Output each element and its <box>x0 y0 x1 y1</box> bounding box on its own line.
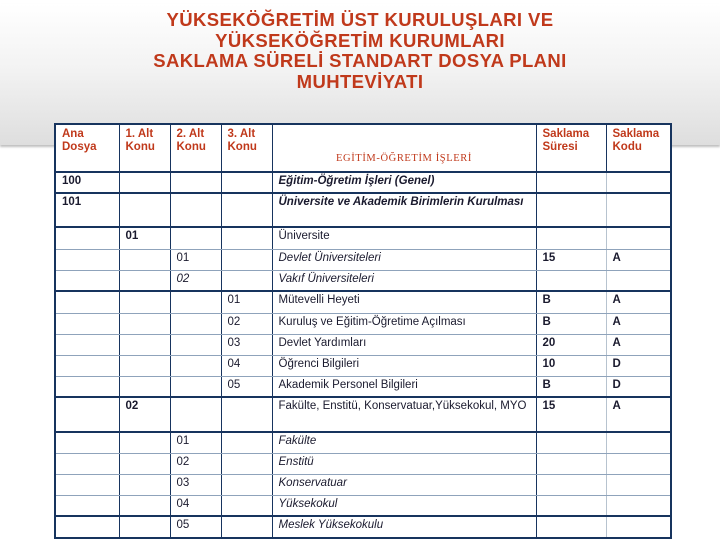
table-row <box>55 313 671 334</box>
header-saklama-suresi: Saklama Süresi <box>536 124 606 172</box>
cell-alt-konu-1 <box>119 193 170 227</box>
cell-konu: Enstitü <box>272 453 536 474</box>
cell-konu: Öğrenci Bilgileri <box>272 355 536 376</box>
cell-alt-konu-2 <box>170 172 221 193</box>
cell-konu: Eğitim-Öğretim İşleri (Genel) <box>272 172 536 193</box>
cell-alt-konu-3 <box>221 397 272 432</box>
cell-ana-dosya <box>55 432 119 453</box>
cell-konu: Devlet Üniversiteleri <box>272 249 536 270</box>
cell-saklama-kodu: D <box>606 355 671 376</box>
cell-ana-dosya <box>55 516 119 538</box>
cell-alt-konu-2: 04 <box>170 495 221 516</box>
cell-saklama-suresi <box>536 227 606 249</box>
cell-alt-konu-1 <box>119 313 170 334</box>
cell-saklama-suresi: 15 <box>536 249 606 270</box>
header-alt-konu-2: 2. Alt Konu <box>170 124 221 172</box>
cell-konu: Üniversite ve Akademik Birimlerin Kurulması <box>272 193 536 227</box>
cell-alt-konu-1 <box>119 432 170 453</box>
cell-saklama-kodu <box>606 227 671 249</box>
cell-ana-dosya <box>55 334 119 355</box>
table-row <box>55 355 671 376</box>
cell-alt-konu-3 <box>221 270 272 291</box>
header-konu: EGİTİM-ÖĞRETİM İŞLERİ <box>272 124 536 172</box>
cell-saklama-suresi <box>536 432 606 453</box>
cell-alt-konu-3 <box>221 432 272 453</box>
table-row <box>55 432 671 453</box>
cell-saklama-suresi <box>536 516 606 538</box>
cell-alt-konu-3 <box>221 249 272 270</box>
table-row <box>55 291 671 313</box>
cell-saklama-kodu: A <box>606 291 671 313</box>
cell-saklama-suresi <box>536 172 606 193</box>
table-row <box>55 270 671 291</box>
cell-alt-konu-2: 01 <box>170 249 221 270</box>
cell-alt-konu-1 <box>119 334 170 355</box>
cell-saklama-kodu <box>606 495 671 516</box>
cell-saklama-suresi: 20 <box>536 334 606 355</box>
table-row <box>55 193 671 227</box>
title-line: SAKLAMA SÜRELİ STANDART DOSYA PLANI <box>153 50 567 71</box>
cell-alt-konu-1 <box>119 516 170 538</box>
file-plan-table <box>54 123 672 539</box>
cell-konu: Meslek Yüksekokulu <box>272 516 536 538</box>
cell-alt-konu-1 <box>119 172 170 193</box>
table-row <box>55 334 671 355</box>
cell-ana-dosya <box>55 291 119 313</box>
cell-alt-konu-2 <box>170 291 221 313</box>
cell-alt-konu-3: 04 <box>221 355 272 376</box>
title-line: MUHTEVİYATI <box>296 70 424 92</box>
cell-alt-konu-2 <box>170 334 221 355</box>
cell-alt-konu-3 <box>221 516 272 538</box>
page-title <box>0 10 720 92</box>
cell-konu: Vakıf Üniversiteleri <box>272 270 536 291</box>
cell-saklama-suresi <box>536 474 606 495</box>
cell-saklama-suresi <box>536 495 606 516</box>
cell-ana-dosya <box>55 313 119 334</box>
cell-saklama-kodu <box>606 172 671 193</box>
header-alt-konu-1: 1. Alt Konu <box>119 124 170 172</box>
table-row <box>55 453 671 474</box>
cell-ana-dosya <box>55 495 119 516</box>
cell-alt-konu-3 <box>221 453 272 474</box>
table-row <box>55 474 671 495</box>
cell-alt-konu-1 <box>119 249 170 270</box>
cell-alt-konu-3 <box>221 474 272 495</box>
cell-alt-konu-2: 03 <box>170 474 221 495</box>
cell-alt-konu-1: 02 <box>119 397 170 432</box>
cell-saklama-suresi: B <box>536 291 606 313</box>
cell-konu: Akademik Personel Bilgileri <box>272 376 536 397</box>
table-row <box>55 516 671 538</box>
cell-saklama-kodu <box>606 270 671 291</box>
cell-ana-dosya <box>55 355 119 376</box>
cell-alt-konu-1 <box>119 453 170 474</box>
cell-alt-konu-1 <box>119 495 170 516</box>
cell-alt-konu-3 <box>221 227 272 249</box>
cell-konu: Devlet Yardımları <box>272 334 536 355</box>
cell-alt-konu-3 <box>221 495 272 516</box>
cell-ana-dosya <box>55 376 119 397</box>
cell-alt-konu-2 <box>170 313 221 334</box>
table-row <box>55 227 671 249</box>
cell-saklama-suresi <box>536 270 606 291</box>
cell-alt-konu-2: 02 <box>170 453 221 474</box>
cell-ana-dosya <box>55 397 119 432</box>
header-ana-dosya: Ana Dosya <box>55 124 119 172</box>
header-alt-konu-3: 3. Alt Konu <box>221 124 272 172</box>
title-line: YÜKSEKÖĞRETİM KURUMLARI <box>215 29 505 51</box>
cell-alt-konu-1 <box>119 355 170 376</box>
cell-saklama-kodu <box>606 193 671 227</box>
cell-alt-konu-1: 01 <box>119 227 170 249</box>
cell-saklama-kodu <box>606 474 671 495</box>
cell-saklama-kodu: A <box>606 249 671 270</box>
cell-ana-dosya <box>55 227 119 249</box>
table-row <box>55 249 671 270</box>
cell-alt-konu-2 <box>170 397 221 432</box>
title-line: YÜKSEKÖĞRETİM ÜST KURULUŞLARI VE <box>166 9 554 30</box>
cell-konu: Yüksekokul <box>272 495 536 516</box>
cell-saklama-kodu: A <box>606 397 671 432</box>
cell-alt-konu-1 <box>119 291 170 313</box>
cell-alt-konu-2: 05 <box>170 516 221 538</box>
cell-saklama-suresi <box>536 453 606 474</box>
cell-alt-konu-2: 01 <box>170 432 221 453</box>
cell-alt-konu-3: 05 <box>221 376 272 397</box>
table-row <box>55 495 671 516</box>
cell-saklama-suresi <box>536 193 606 227</box>
cell-alt-konu-2 <box>170 227 221 249</box>
cell-saklama-suresi: B <box>536 313 606 334</box>
cell-saklama-kodu: A <box>606 334 671 355</box>
cell-saklama-kodu <box>606 453 671 474</box>
cell-saklama-suresi: B <box>536 376 606 397</box>
cell-ana-dosya <box>55 474 119 495</box>
cell-saklama-kodu: A <box>606 313 671 334</box>
cell-ana-dosya: 101 <box>55 193 119 227</box>
cell-konu: Üniversite <box>272 227 536 249</box>
cell-konu: Fakülte <box>272 432 536 453</box>
cell-saklama-suresi: 15 <box>536 397 606 432</box>
cell-ana-dosya <box>55 453 119 474</box>
cell-alt-konu-3: 02 <box>221 313 272 334</box>
cell-konu: Kuruluş ve Eğitim-Öğretime Açılması <box>272 313 536 334</box>
table-row <box>55 376 671 397</box>
cell-konu: Konservatuar <box>272 474 536 495</box>
cell-saklama-suresi: 10 <box>536 355 606 376</box>
table-row <box>55 397 671 432</box>
cell-ana-dosya <box>55 270 119 291</box>
cell-alt-konu-3: 03 <box>221 334 272 355</box>
cell-alt-konu-2 <box>170 376 221 397</box>
cell-alt-konu-2 <box>170 193 221 227</box>
cell-saklama-kodu <box>606 432 671 453</box>
cell-saklama-kodu: D <box>606 376 671 397</box>
cell-saklama-kodu <box>606 516 671 538</box>
cell-alt-konu-2: 02 <box>170 270 221 291</box>
table-header-row <box>55 124 671 172</box>
cell-konu: Fakülte, Enstitü, Konservatuar,Yüksekokul, MYO <box>272 397 536 432</box>
cell-alt-konu-3 <box>221 172 272 193</box>
cell-alt-konu-1 <box>119 474 170 495</box>
cell-alt-konu-2 <box>170 355 221 376</box>
header-saklama-kodu: Saklama Kodu <box>606 124 671 172</box>
cell-alt-konu-1 <box>119 270 170 291</box>
cell-alt-konu-1 <box>119 376 170 397</box>
cell-konu: Mütevelli Heyeti <box>272 291 536 313</box>
table-row <box>55 172 671 193</box>
cell-alt-konu-3 <box>221 193 272 227</box>
cell-ana-dosya <box>55 249 119 270</box>
cell-ana-dosya: 100 <box>55 172 119 193</box>
cell-alt-konu-3: 01 <box>221 291 272 313</box>
